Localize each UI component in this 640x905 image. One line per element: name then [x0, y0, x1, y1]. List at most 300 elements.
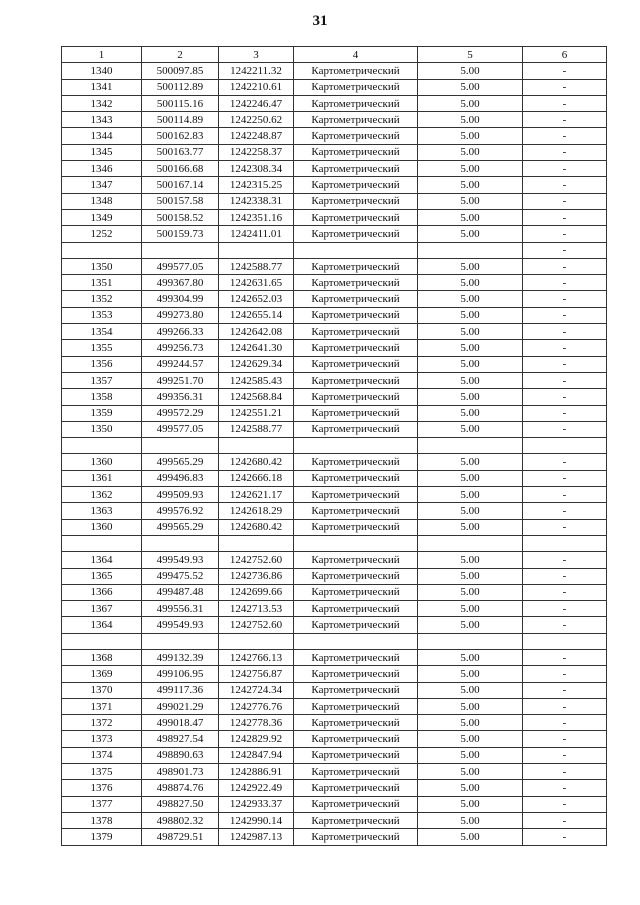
- table-row: [62, 552, 607, 568]
- method-cell: Картометрический: [294, 356, 418, 372]
- y-coordinate-cell: [219, 633, 294, 649]
- note-cell: -: [523, 275, 607, 291]
- y-coordinate-cell: 1242776.76: [219, 698, 294, 714]
- x-coordinate-cell: 500097.85: [142, 63, 219, 79]
- point-number-cell: 1363: [62, 503, 142, 519]
- note-cell: -: [523, 128, 607, 144]
- accuracy-cell: 5.00: [418, 291, 523, 307]
- note-cell: -: [523, 193, 607, 209]
- x-coordinate-cell: 500162.83: [142, 128, 219, 144]
- point-number-cell: 1347: [62, 177, 142, 193]
- accuracy-cell: 5.00: [418, 584, 523, 600]
- table-header-row: [62, 47, 607, 63]
- y-coordinate-cell: 1242752.60: [219, 617, 294, 633]
- method-cell: Картометрический: [294, 193, 418, 209]
- accuracy-cell: 5.00: [418, 682, 523, 698]
- method-cell: Картометрический: [294, 177, 418, 193]
- point-number-cell: 1358: [62, 389, 142, 405]
- accuracy-cell: 5.00: [418, 829, 523, 845]
- y-coordinate-cell: 1242886.91: [219, 764, 294, 780]
- x-coordinate-cell: 498827.50: [142, 796, 219, 812]
- method-cell: Картометрический: [294, 747, 418, 763]
- point-number-cell: 1348: [62, 193, 142, 209]
- point-number-cell: 1350: [62, 421, 142, 437]
- point-number-cell: [62, 633, 142, 649]
- method-cell: [294, 438, 418, 454]
- point-number-cell: 1357: [62, 372, 142, 388]
- note-cell: -: [523, 519, 607, 535]
- note-cell: -: [523, 731, 607, 747]
- point-number-cell: 1375: [62, 764, 142, 780]
- accuracy-cell: 5.00: [418, 487, 523, 503]
- method-cell: Картометрический: [294, 519, 418, 535]
- y-coordinate-cell: 1242211.32: [219, 63, 294, 79]
- method-cell: Картометрический: [294, 275, 418, 291]
- y-coordinate-cell: 1242724.34: [219, 682, 294, 698]
- y-coordinate-cell: 1242752.60: [219, 552, 294, 568]
- table-row: [62, 193, 607, 209]
- accuracy-cell: 5.00: [418, 307, 523, 323]
- note-cell: -: [523, 470, 607, 486]
- table-row: [62, 372, 607, 388]
- x-coordinate-cell: 500112.89: [142, 79, 219, 95]
- y-coordinate-cell: 1242736.86: [219, 568, 294, 584]
- accuracy-cell: [418, 535, 523, 551]
- accuracy-cell: 5.00: [418, 405, 523, 421]
- x-coordinate-cell: 499117.36: [142, 682, 219, 698]
- x-coordinate-cell: 500159.73: [142, 226, 219, 242]
- point-number-cell: 1379: [62, 829, 142, 845]
- accuracy-cell: 5.00: [418, 649, 523, 665]
- point-number-cell: 1378: [62, 812, 142, 828]
- x-coordinate-cell: 499106.95: [142, 666, 219, 682]
- method-cell: Картометрический: [294, 470, 418, 486]
- accuracy-cell: 5.00: [418, 193, 523, 209]
- point-number-cell: 1366: [62, 584, 142, 600]
- method-cell: Картометрический: [294, 209, 418, 225]
- point-number-cell: [62, 438, 142, 454]
- y-coordinate-cell: 1242618.29: [219, 503, 294, 519]
- accuracy-cell: 5.00: [418, 470, 523, 486]
- accuracy-cell: 5.00: [418, 666, 523, 682]
- point-number-cell: 1350: [62, 258, 142, 274]
- column-header: 3: [219, 47, 294, 63]
- x-coordinate-cell: 499256.73: [142, 340, 219, 356]
- table-row: [62, 161, 607, 177]
- accuracy-cell: [418, 633, 523, 649]
- x-coordinate-cell: 499549.93: [142, 552, 219, 568]
- table-row: [62, 715, 607, 731]
- method-cell: Картометрический: [294, 715, 418, 731]
- method-cell: Картометрический: [294, 503, 418, 519]
- method-cell: Картометрический: [294, 829, 418, 845]
- note-cell: -: [523, 829, 607, 845]
- y-coordinate-cell: 1242631.65: [219, 275, 294, 291]
- x-coordinate-cell: [142, 242, 219, 258]
- accuracy-cell: 5.00: [418, 568, 523, 584]
- accuracy-cell: 5.00: [418, 209, 523, 225]
- accuracy-cell: 5.00: [418, 519, 523, 535]
- point-number-cell: [62, 242, 142, 258]
- accuracy-cell: 5.00: [418, 258, 523, 274]
- y-coordinate-cell: 1242990.14: [219, 812, 294, 828]
- method-cell: Картометрический: [294, 258, 418, 274]
- table-row: [62, 796, 607, 812]
- point-number-cell: 1362: [62, 487, 142, 503]
- point-number-cell: 1361: [62, 470, 142, 486]
- method-cell: Картометрический: [294, 731, 418, 747]
- y-coordinate-cell: 1242338.31: [219, 193, 294, 209]
- point-number-cell: 1340: [62, 63, 142, 79]
- point-number-cell: 1354: [62, 324, 142, 340]
- y-coordinate-cell: 1242922.49: [219, 780, 294, 796]
- x-coordinate-cell: 500115.16: [142, 95, 219, 111]
- table-row: [62, 764, 607, 780]
- column-header: 4: [294, 47, 418, 63]
- method-cell: Картометрический: [294, 324, 418, 340]
- y-coordinate-cell: 1242680.42: [219, 519, 294, 535]
- accuracy-cell: 5.00: [418, 552, 523, 568]
- point-number-cell: 1352: [62, 291, 142, 307]
- point-number-cell: 1349: [62, 209, 142, 225]
- x-coordinate-cell: 499266.33: [142, 324, 219, 340]
- table-row: [62, 177, 607, 193]
- y-coordinate-cell: 1242588.77: [219, 258, 294, 274]
- note-cell: -: [523, 649, 607, 665]
- accuracy-cell: 5.00: [418, 698, 523, 714]
- accuracy-cell: 5.00: [418, 731, 523, 747]
- page-number: 31: [312, 13, 328, 29]
- method-cell: Картометрический: [294, 421, 418, 437]
- x-coordinate-cell: 499475.52: [142, 568, 219, 584]
- accuracy-cell: 5.00: [418, 764, 523, 780]
- note-cell: -: [523, 682, 607, 698]
- method-cell: [294, 535, 418, 551]
- method-cell: Картометрический: [294, 617, 418, 633]
- table-row: [62, 79, 607, 95]
- y-coordinate-cell: 1242778.36: [219, 715, 294, 731]
- accuracy-cell: [418, 242, 523, 258]
- table-row: [62, 112, 607, 128]
- table-row: [62, 307, 607, 323]
- y-coordinate-cell: 1242699.66: [219, 584, 294, 600]
- x-coordinate-cell: 499556.31: [142, 601, 219, 617]
- table-row: [62, 421, 607, 437]
- y-coordinate-cell: 1242315.25: [219, 177, 294, 193]
- table-row: [62, 519, 607, 535]
- table-row: [62, 568, 607, 584]
- y-coordinate-cell: 1242756.87: [219, 666, 294, 682]
- accuracy-cell: 5.00: [418, 95, 523, 111]
- x-coordinate-cell: 500167.14: [142, 177, 219, 193]
- column-header: 2: [142, 47, 219, 63]
- note-cell: -: [523, 405, 607, 421]
- y-coordinate-cell: 1242588.77: [219, 421, 294, 437]
- x-coordinate-cell: [142, 438, 219, 454]
- note-cell: -: [523, 764, 607, 780]
- x-coordinate-cell: 499304.99: [142, 291, 219, 307]
- point-number-cell: 1373: [62, 731, 142, 747]
- note-cell: -: [523, 95, 607, 111]
- point-number-cell: 1370: [62, 682, 142, 698]
- y-coordinate-cell: 1242642.08: [219, 324, 294, 340]
- point-number-cell: 1353: [62, 307, 142, 323]
- note-cell: [523, 633, 607, 649]
- x-coordinate-cell: 498874.76: [142, 780, 219, 796]
- table-row: [62, 666, 607, 682]
- method-cell: Картометрический: [294, 601, 418, 617]
- accuracy-cell: 5.00: [418, 454, 523, 470]
- column-header: 6: [523, 47, 607, 63]
- note-cell: -: [523, 747, 607, 763]
- table-row: [62, 601, 607, 617]
- table-row: [62, 747, 607, 763]
- y-coordinate-cell: 1242351.16: [219, 209, 294, 225]
- note-cell: -: [523, 812, 607, 828]
- y-coordinate-cell: 1242248.87: [219, 128, 294, 144]
- note-cell: -: [523, 698, 607, 714]
- accuracy-cell: [418, 438, 523, 454]
- note-cell: -: [523, 144, 607, 160]
- x-coordinate-cell: 499021.29: [142, 698, 219, 714]
- note-cell: -: [523, 617, 607, 633]
- y-coordinate-cell: 1242666.18: [219, 470, 294, 486]
- method-cell: Картометрический: [294, 698, 418, 714]
- note-cell: -: [523, 487, 607, 503]
- method-cell: Картометрический: [294, 95, 418, 111]
- x-coordinate-cell: 498890.63: [142, 747, 219, 763]
- note-cell: -: [523, 258, 607, 274]
- x-coordinate-cell: 499018.47: [142, 715, 219, 731]
- accuracy-cell: 5.00: [418, 747, 523, 763]
- point-number-cell: 1360: [62, 519, 142, 535]
- x-coordinate-cell: 499132.39: [142, 649, 219, 665]
- accuracy-cell: 5.00: [418, 226, 523, 242]
- coordinates-table: [61, 46, 607, 846]
- x-coordinate-cell: 500157.58: [142, 193, 219, 209]
- point-number-cell: 1346: [62, 161, 142, 177]
- note-cell: -: [523, 63, 607, 79]
- accuracy-cell: 5.00: [418, 63, 523, 79]
- y-coordinate-cell: 1242246.47: [219, 95, 294, 111]
- note-cell: -: [523, 161, 607, 177]
- table-row: [62, 487, 607, 503]
- x-coordinate-cell: 500114.89: [142, 112, 219, 128]
- table-row: [62, 95, 607, 111]
- accuracy-cell: 5.00: [418, 144, 523, 160]
- point-number-cell: 1343: [62, 112, 142, 128]
- y-coordinate-cell: 1242641.30: [219, 340, 294, 356]
- table-row: [62, 258, 607, 274]
- table-row: [62, 324, 607, 340]
- method-cell: Картометрический: [294, 63, 418, 79]
- point-number-cell: 1376: [62, 780, 142, 796]
- method-cell: Картометрический: [294, 291, 418, 307]
- y-coordinate-cell: [219, 535, 294, 551]
- point-number-cell: 1374: [62, 747, 142, 763]
- note-cell: -: [523, 79, 607, 95]
- x-coordinate-cell: 499565.29: [142, 454, 219, 470]
- note-cell: -: [523, 307, 607, 323]
- method-cell: Картометрический: [294, 454, 418, 470]
- point-number-cell: 1252: [62, 226, 142, 242]
- x-coordinate-cell: 499572.29: [142, 405, 219, 421]
- accuracy-cell: 5.00: [418, 421, 523, 437]
- method-cell: Картометрический: [294, 682, 418, 698]
- table-row: [62, 128, 607, 144]
- note-cell: [523, 535, 607, 551]
- note-cell: -: [523, 503, 607, 519]
- note-cell: -: [523, 209, 607, 225]
- note-cell: -: [523, 112, 607, 128]
- y-coordinate-cell: 1242713.53: [219, 601, 294, 617]
- method-cell: Картометрический: [294, 812, 418, 828]
- y-coordinate-cell: 1242680.42: [219, 454, 294, 470]
- table-row: [62, 144, 607, 160]
- table-row: [62, 780, 607, 796]
- method-cell: Картометрический: [294, 372, 418, 388]
- x-coordinate-cell: 499251.70: [142, 372, 219, 388]
- point-number-cell: 1364: [62, 617, 142, 633]
- table-row: [62, 649, 607, 665]
- table-row: [62, 633, 607, 649]
- note-cell: -: [523, 340, 607, 356]
- point-number-cell: 1368: [62, 649, 142, 665]
- note-cell: [523, 438, 607, 454]
- y-coordinate-cell: 1242629.34: [219, 356, 294, 372]
- note-cell: -: [523, 454, 607, 470]
- x-coordinate-cell: 499509.93: [142, 487, 219, 503]
- accuracy-cell: 5.00: [418, 128, 523, 144]
- note-cell: -: [523, 780, 607, 796]
- table-row: [62, 291, 607, 307]
- note-cell: -: [523, 552, 607, 568]
- method-cell: Картометрический: [294, 79, 418, 95]
- table-row: [62, 698, 607, 714]
- x-coordinate-cell: 499565.29: [142, 519, 219, 535]
- note-cell: -: [523, 226, 607, 242]
- note-cell: -: [523, 389, 607, 405]
- point-number-cell: 1360: [62, 454, 142, 470]
- y-coordinate-cell: 1242568.84: [219, 389, 294, 405]
- table-row: [62, 340, 607, 356]
- accuracy-cell: 5.00: [418, 715, 523, 731]
- method-cell: [294, 242, 418, 258]
- note-cell: -: [523, 356, 607, 372]
- table-row: [62, 682, 607, 698]
- x-coordinate-cell: 499356.31: [142, 389, 219, 405]
- note-cell: -: [523, 421, 607, 437]
- y-coordinate-cell: 1242210.61: [219, 79, 294, 95]
- x-coordinate-cell: 498729.51: [142, 829, 219, 845]
- table-row: [62, 356, 607, 372]
- x-coordinate-cell: 498901.73: [142, 764, 219, 780]
- x-coordinate-cell: 499244.57: [142, 356, 219, 372]
- method-cell: Картометрический: [294, 568, 418, 584]
- method-cell: Картометрический: [294, 796, 418, 812]
- point-number-cell: 1345: [62, 144, 142, 160]
- point-number-cell: 1365: [62, 568, 142, 584]
- accuracy-cell: 5.00: [418, 340, 523, 356]
- method-cell: Картометрический: [294, 764, 418, 780]
- table-row: [62, 405, 607, 421]
- table-row: [62, 63, 607, 79]
- y-coordinate-cell: [219, 438, 294, 454]
- accuracy-cell: 5.00: [418, 796, 523, 812]
- x-coordinate-cell: 499496.83: [142, 470, 219, 486]
- table-row: [62, 503, 607, 519]
- accuracy-cell: 5.00: [418, 324, 523, 340]
- point-number-cell: 1372: [62, 715, 142, 731]
- y-coordinate-cell: 1242829.92: [219, 731, 294, 747]
- y-coordinate-cell: 1242987.13: [219, 829, 294, 845]
- x-coordinate-cell: 499577.05: [142, 258, 219, 274]
- point-number-cell: 1341: [62, 79, 142, 95]
- y-coordinate-cell: 1242621.17: [219, 487, 294, 503]
- table-row: [62, 584, 607, 600]
- method-cell: [294, 633, 418, 649]
- y-coordinate-cell: 1242933.37: [219, 796, 294, 812]
- note-cell: -: [523, 242, 607, 258]
- accuracy-cell: 5.00: [418, 161, 523, 177]
- y-coordinate-cell: 1242250.62: [219, 112, 294, 128]
- point-number-cell: 1355: [62, 340, 142, 356]
- accuracy-cell: 5.00: [418, 617, 523, 633]
- method-cell: Картометрический: [294, 128, 418, 144]
- x-coordinate-cell: 498802.32: [142, 812, 219, 828]
- x-coordinate-cell: [142, 633, 219, 649]
- point-number-cell: 1342: [62, 95, 142, 111]
- y-coordinate-cell: 1242655.14: [219, 307, 294, 323]
- accuracy-cell: 5.00: [418, 372, 523, 388]
- point-number-cell: [62, 535, 142, 551]
- method-cell: Картометрический: [294, 307, 418, 323]
- accuracy-cell: 5.00: [418, 812, 523, 828]
- method-cell: Картометрический: [294, 112, 418, 128]
- method-cell: Картометрический: [294, 144, 418, 160]
- method-cell: Картометрический: [294, 340, 418, 356]
- y-coordinate-cell: 1242652.03: [219, 291, 294, 307]
- y-coordinate-cell: 1242585.43: [219, 372, 294, 388]
- y-coordinate-cell: 1242411.01: [219, 226, 294, 242]
- note-cell: -: [523, 715, 607, 731]
- x-coordinate-cell: 499273.80: [142, 307, 219, 323]
- table-row: [62, 617, 607, 633]
- table-row: [62, 535, 607, 551]
- method-cell: Картометрический: [294, 487, 418, 503]
- note-cell: -: [523, 177, 607, 193]
- method-cell: Картометрический: [294, 405, 418, 421]
- table-row: [62, 731, 607, 747]
- accuracy-cell: 5.00: [418, 79, 523, 95]
- point-number-cell: 1371: [62, 698, 142, 714]
- method-cell: Картометрический: [294, 552, 418, 568]
- accuracy-cell: 5.00: [418, 601, 523, 617]
- y-coordinate-cell: 1242847.94: [219, 747, 294, 763]
- table-row: [62, 242, 607, 258]
- x-coordinate-cell: 500163.77: [142, 144, 219, 160]
- point-number-cell: 1356: [62, 356, 142, 372]
- x-coordinate-cell: 499577.05: [142, 421, 219, 437]
- table-body: [62, 63, 607, 845]
- method-cell: Картометрический: [294, 389, 418, 405]
- accuracy-cell: 5.00: [418, 112, 523, 128]
- x-coordinate-cell: 498927.54: [142, 731, 219, 747]
- method-cell: Картометрический: [294, 780, 418, 796]
- x-coordinate-cell: [142, 535, 219, 551]
- x-coordinate-cell: 500166.68: [142, 161, 219, 177]
- accuracy-cell: 5.00: [418, 177, 523, 193]
